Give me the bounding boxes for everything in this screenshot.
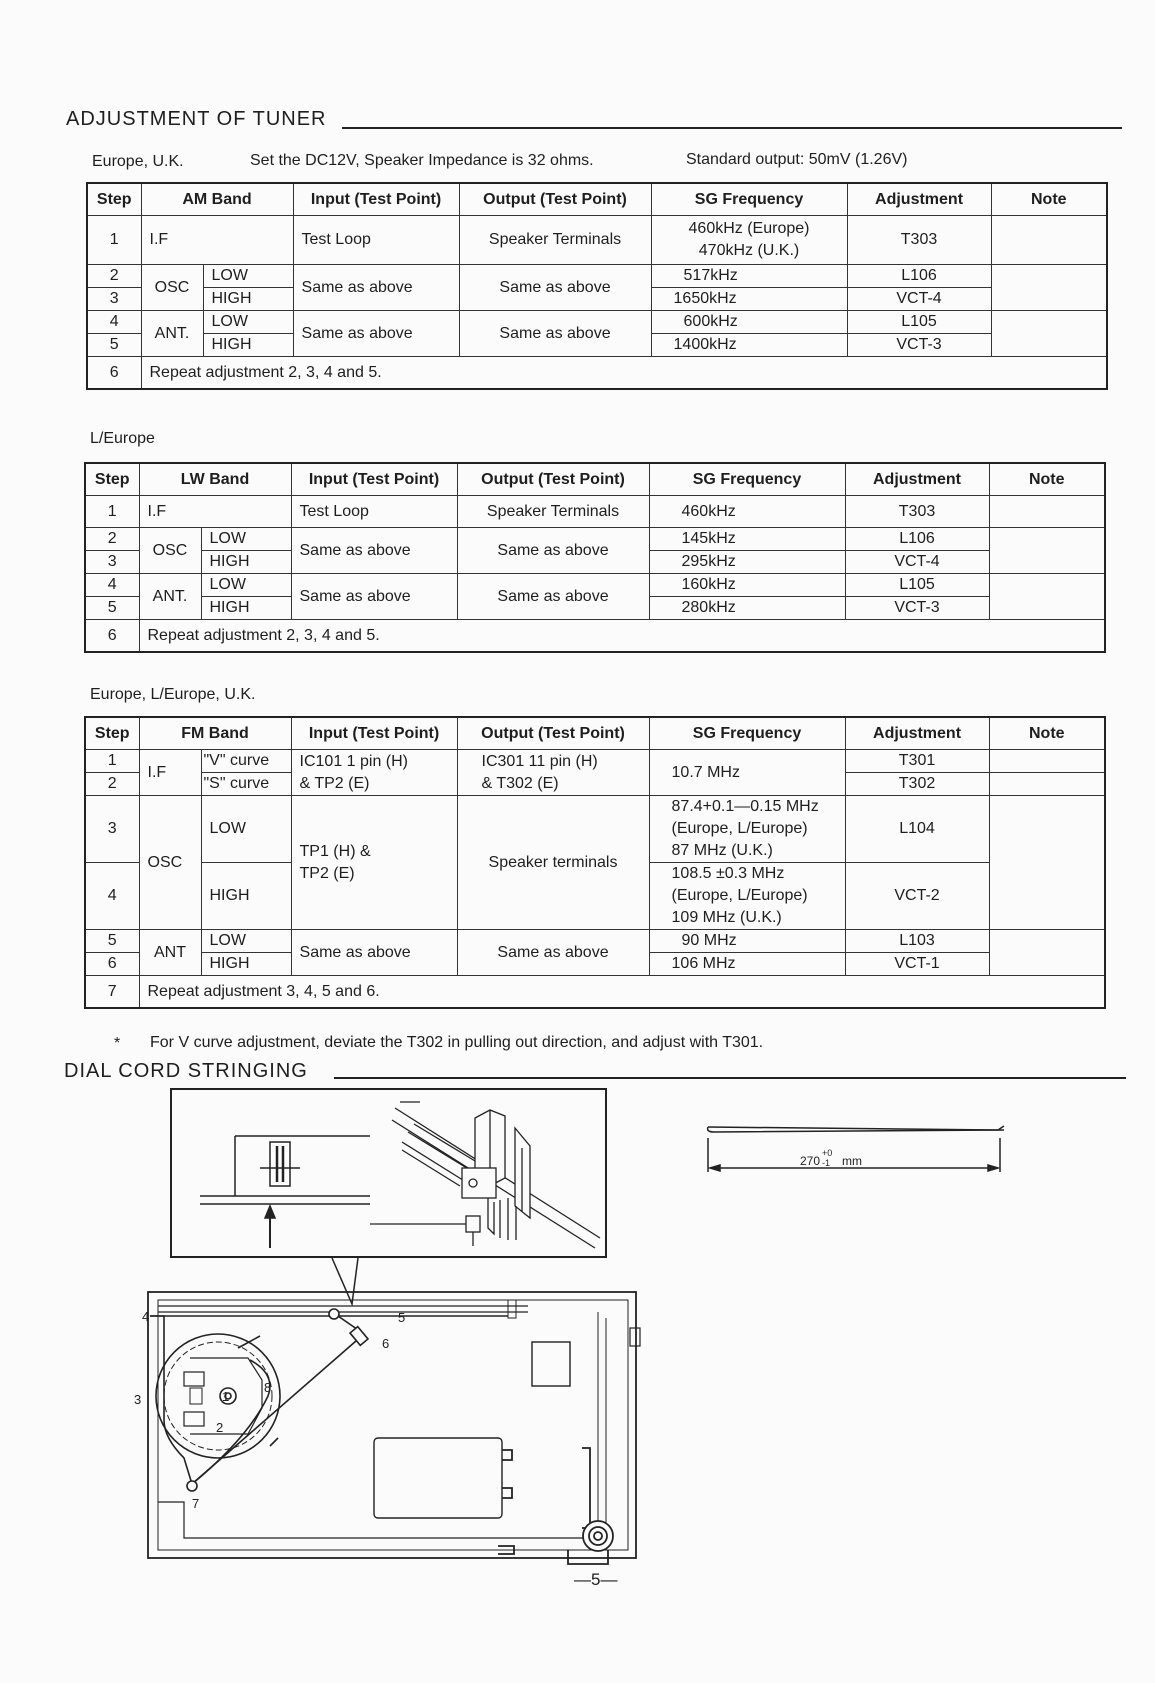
input-cell: Same as above [293,311,459,357]
band-group-cell: I.F [139,750,201,796]
band-cell: I.F [141,216,293,265]
adjustment-cell: T303 [847,216,991,265]
input-cell: Same as above [293,265,459,311]
header-note: Note [991,183,1107,216]
sg-line: (Europe, L/Europe) [671,887,808,904]
table-row [85,496,1105,528]
dial-detail-inset [170,1088,608,1260]
setup-note: Set the DC12V, Speaker Impedance is 32 ohms. [250,152,594,169]
step-cell: 6 [85,620,139,653]
step-cell: 1 [85,496,139,528]
tuner-title-rule [342,127,1122,129]
header-fm-band: FM Band [139,717,291,750]
header-note: Note [989,717,1105,750]
sg-cell [649,863,845,930]
header-step: Step [85,717,139,750]
input-cell [291,796,457,930]
sg-cell: 280kHz [649,597,845,620]
adjustment-cell: L103 [845,930,989,953]
step-cell: 1 [87,216,141,265]
cord-length-diagram [706,1120,1012,1176]
input-line: TP1 (H) & [299,842,371,860]
input-cell: Test Loop [291,496,457,528]
step-cell: 3 [85,551,139,574]
page-number: —5— [574,1570,618,1589]
sg-cell: 145kHz [649,528,845,551]
header-output: Output (Test Point) [457,717,649,750]
header-adjustment: Adjustment [845,717,989,750]
step-cell: 3 [85,796,139,863]
adjustment-cell: L106 [847,265,991,288]
note-cell [989,496,1105,528]
adjustment-cell: VCT-2 [845,863,989,930]
adjustment-cell: VCT-3 [847,334,991,357]
header-input: Input (Test Point) [291,717,457,750]
band-cell: I.F [139,496,291,528]
output-cell: Speaker Terminals [459,216,651,265]
output-cell: Speaker terminals [457,796,649,930]
table-row [85,528,1105,551]
band-sub-cell: LOW [203,311,293,334]
pulley-label: 7 [192,1496,200,1511]
note-cell [989,796,1105,930]
pulley-label: 2 [216,1420,224,1435]
dial-drum [156,1334,280,1458]
step-cell: 4 [85,863,139,930]
header-output: Output (Test Point) [459,183,651,216]
cord-tolerance-minus: -1 [822,1158,831,1168]
repeat-cell: Repeat adjustment 2, 3, 4 and 5. [139,620,1105,653]
lw-region-label: L/Europe [90,430,155,447]
step-cell: 1 [85,750,139,773]
note-cell [991,311,1107,357]
table-row [87,265,1107,288]
footnote-mark: * [114,1035,121,1052]
band-group-cell: OSC [139,796,201,930]
sg-cell: 10.7 MHz [649,750,845,796]
header-adjustment: Adjustment [847,183,991,216]
band-sub-cell: LOW [201,930,291,953]
tuner-section-title: ADJUSTMENT OF TUNER [66,108,327,130]
band-sub-cell: LOW [201,528,291,551]
sg-cell: 295kHz [649,551,845,574]
step-cell: 5 [85,597,139,620]
adjustment-cell: L105 [847,311,991,334]
pulley-label: 8 [264,1380,272,1395]
step-cell: 2 [85,528,139,551]
cord-length-value: 270 [800,1154,821,1168]
adjustment-cell: VCT-4 [845,551,989,574]
fm-header-row [85,717,1105,750]
band-sub-cell: HIGH [203,334,293,357]
sg-line: 109 MHz (U.K.) [671,909,782,926]
am-header-row [87,183,1107,216]
adjustment-cell: T302 [845,773,989,796]
sg-cell: 106 MHz [649,953,845,976]
cord-tolerance-plus: +0 [822,1148,833,1158]
step-cell: 5 [87,334,141,357]
input-cell: Same as above [291,930,457,976]
adjustment-cell: VCT-4 [847,288,991,311]
header-step: Step [87,183,141,216]
table-row [87,311,1107,334]
lw-adjustment-table [84,462,1106,653]
dial-title-rule [334,1077,1126,1079]
input-line: IC101 1 pin (H) [299,752,409,770]
pulley-label: 3 [134,1392,142,1407]
adjustment-cell: T303 [845,496,989,528]
input-line: TP2 (E) [299,864,355,882]
output-cell: Same as above [457,930,649,976]
table-row [85,930,1105,953]
band-group-cell: ANT [139,930,201,976]
band-sub-cell: LOW [201,574,291,597]
sg-cell [649,796,845,863]
header-step: Step [85,463,139,496]
sg-line: 108.5 ±0.3 MHz [671,865,785,882]
step-cell: 3 [87,288,141,311]
table-row [85,620,1105,653]
header-sg-frequency: SG Frequency [649,717,845,750]
step-cell: 7 [85,976,139,1009]
dial-cord-chassis-diagram [128,1288,648,1578]
fm-adjustment-table [84,716,1106,1009]
band-group-cell: OSC [139,528,201,574]
step-cell: 2 [85,773,139,796]
output-cell: Speaker Terminals [457,496,649,528]
standard-output: Standard output: 50mV (1.26V) [686,151,908,168]
sg-cell: 90 MHz [649,930,845,953]
band-sub-cell: HIGH [201,551,291,574]
band-sub-cell: LOW [201,796,291,863]
output-cell: Same as above [459,265,651,311]
sg-cell: 1400kHz [651,334,847,357]
note-cell [991,216,1107,265]
header-input: Input (Test Point) [293,183,459,216]
sg-line: 470kHz (U.K.) [698,242,800,259]
adjustment-cell: L105 [845,574,989,597]
header-am-band: AM Band [141,183,293,216]
table-row [85,574,1105,597]
sg-line: 87.4+0.1—0.15 MHz [671,798,819,815]
output-line: IC301 11 pin (H) [481,752,598,770]
adjustment-cell: VCT-3 [845,597,989,620]
table-row [85,796,1105,863]
am-region-label: Europe, U.K. [92,153,184,170]
note-cell [989,773,1105,796]
header-note: Note [989,463,1105,496]
pulley-label: 6 [382,1336,390,1351]
header-input: Input (Test Point) [291,463,457,496]
output-cell: Same as above [459,311,651,357]
cord-length-unit: mm [842,1154,862,1168]
dial-section-title: DIAL CORD STRINGING [64,1060,308,1082]
step-cell: 4 [85,574,139,597]
cord-length-label [800,1148,862,1168]
pulley-label: 4 [142,1309,150,1324]
adjustment-cell: L104 [845,796,989,863]
step-cell: 6 [87,357,141,390]
band-sub-cell: HIGH [201,863,291,930]
adjustment-cell: L106 [845,528,989,551]
sg-cell: 460kHz [649,496,845,528]
step-cell: 4 [87,311,141,334]
repeat-cell: Repeat adjustment 3, 4, 5 and 6. [139,976,1105,1009]
pointer-clip-detail [200,1136,370,1248]
step-cell: 5 [85,930,139,953]
header-lw-band: LW Band [139,463,291,496]
header-sg-frequency: SG Frequency [651,183,847,216]
sg-cell: 517kHz [651,265,847,288]
pulley-label: 1 [222,1389,230,1404]
header-sg-frequency: SG Frequency [649,463,845,496]
input-cell: Same as above [291,528,457,574]
band-group-cell: ANT. [141,311,203,357]
band-sub-cell: HIGH [203,288,293,311]
adjustment-cell: VCT-1 [845,953,989,976]
band-sub-cell: "S" curve [201,773,291,796]
sg-cell: 160kHz [649,574,845,597]
band-group-cell: OSC [141,265,203,311]
table-row [85,750,1105,773]
step-cell: 6 [85,953,139,976]
band-sub-cell: HIGH [201,597,291,620]
band-sub-cell: "V" curve [201,750,291,773]
sg-cell: 600kHz [651,311,847,334]
adjustment-cell: T301 [845,750,989,773]
sg-line: (Europe, L/Europe) [671,820,808,837]
header-output: Output (Test Point) [457,463,649,496]
input-cell: Same as above [291,574,457,620]
pointer-assembly-detail [370,1102,600,1248]
header-adjustment: Adjustment [845,463,989,496]
sg-line: 460kHz (Europe) [688,220,810,237]
output-cell: Same as above [457,528,649,574]
table-row [85,976,1105,1009]
table-row [87,357,1107,390]
band-group-cell: ANT. [139,574,201,620]
band-sub-cell: HIGH [201,953,291,976]
pulley-label: 5 [398,1310,406,1325]
sg-line: 87 MHz (U.K.) [671,842,773,859]
repeat-cell: Repeat adjustment 2, 3, 4 and 5. [141,357,1107,390]
output-cell: Same as above [457,574,649,620]
input-line: & TP2 (E) [299,774,370,792]
note-cell [989,574,1105,620]
note-cell [989,528,1105,574]
am-adjustment-table [86,182,1108,390]
lw-header-row [85,463,1105,496]
fm-region-label: Europe, L/Europe, U.K. [90,686,256,703]
input-cell: Test Loop [293,216,459,265]
input-cell [291,750,457,796]
output-line: & T302 (E) [481,774,559,792]
note-cell [989,930,1105,976]
footnote: For V curve adjustment, deviate the T302 in pulling out direction, and adjust with T301. [150,1034,764,1051]
band-sub-cell: LOW [203,265,293,288]
sg-cell: 1650kHz [651,288,847,311]
note-cell [989,750,1105,773]
output-cell [457,750,649,796]
table-row [87,216,1107,265]
sg-cell [651,216,847,265]
note-cell [991,265,1107,311]
step-cell: 2 [87,265,141,288]
